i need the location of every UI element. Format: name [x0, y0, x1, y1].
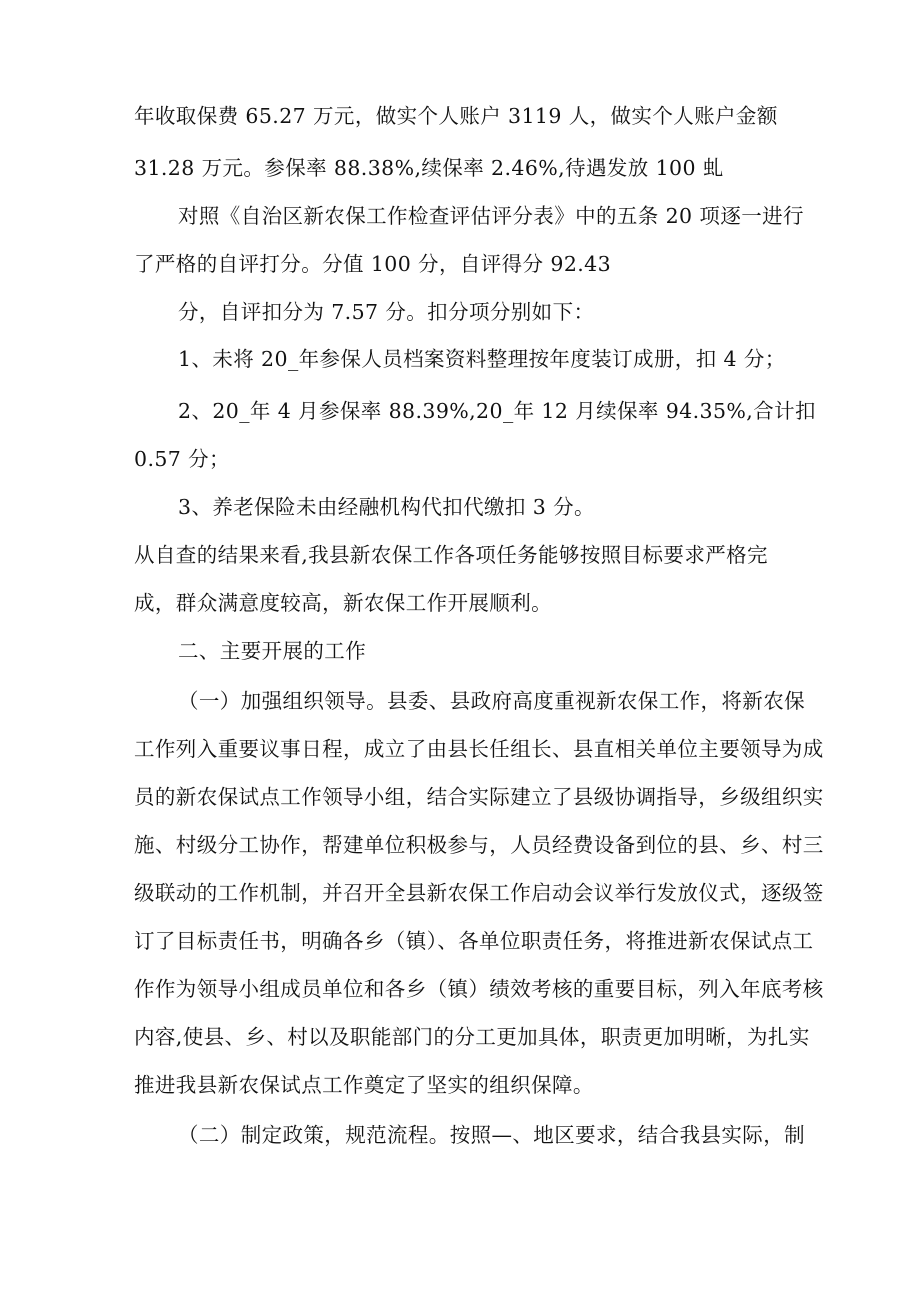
text-line: 推进我县新农保试点工作奠定了坚实的组织保障。 — [134, 1073, 594, 1097]
text-line: 订了目标责任书，明确各乡（镇）、各单位职责任务，将推进新农保试点工 — [134, 929, 814, 953]
text-line: 0.57 分； — [134, 447, 230, 471]
text-line: 对照《自治区新农保工作检查评估评分表》中的五条 20 项逐一进行 — [178, 204, 804, 228]
text-line: 分，自评扣分为 7.57 分。扣分项分别如下： — [178, 300, 595, 324]
list-item: 1、未将 20_年参保人员档案资料整理按年度装订成册，扣 4 分； — [178, 347, 786, 371]
list-item: 3、养老保险未由经融机构代扣代缴扣 3 分。 — [178, 495, 595, 519]
text-line: （一）加强组织领导。县委、县政府高度重视新农保工作，将新农保 — [178, 689, 805, 713]
text-line: （二）制定政策，规范流程。按照—、地区要求，结合我县实际，制 — [178, 1123, 805, 1147]
section-heading: 二、主要开展的工作 — [178, 639, 367, 663]
text-line: 作作为领导小组成员单位和各乡（镇）绩效考核的重要目标，列入年底考核 — [134, 977, 824, 1001]
text-line: 从自查的结果来看,我县新农保工作各项任务能够按照目标要求严格完 — [134, 543, 768, 567]
text-line: 31.28 万元。参保率 88.38%,续保率 2.46%,待遇发放 100 虬 — [134, 156, 724, 180]
text-line: 成，群众满意度较高，新农保工作开展顺利。 — [134, 591, 552, 615]
list-item: 2、20_年 4 月参保率 88.39%,20_年 12 月续保率 94.35%,合计扣 — [178, 399, 816, 423]
text-line: 级联动的工作机制，并召开全县新农保工作启动会议举行发放仪式，逐级签 — [134, 881, 824, 905]
text-line: 工作列入重要议事日程，成立了由县长任组长、县直相关单位主要领导为成 — [134, 737, 824, 761]
text-line: 了严格的自评打分。分值 100 分，自评得分 92.43 — [134, 252, 612, 276]
text-line: 年收取保费 65.27 万元，做实个人账户 3119 人，做实个人账户金额 — [134, 104, 778, 128]
text-line: 施、村级分工协作，帮建单位积极参与，人员经费设备到位的县、乡、村三 — [134, 833, 824, 857]
text-line: 员的新农保试点工作领导小组，结合实际建立了县级协调指导，乡级组织实 — [134, 785, 824, 809]
text-line: 内容,使县、乡、村以及职能部门的分工更加具体，职责更加明晰，为扎实 — [134, 1025, 810, 1049]
